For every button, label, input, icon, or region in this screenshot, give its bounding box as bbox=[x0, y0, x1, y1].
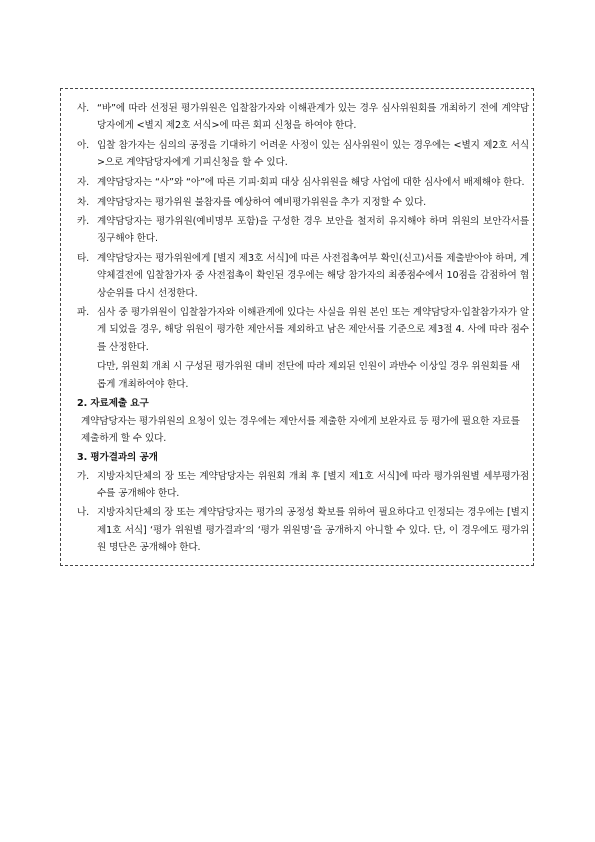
section-2-text: 계약담당자는 평가위원의 요청이 있는 경우에는 제안서를 제출한 자에게 보완자료 등 평가에 필요한 자료를 제출하게 할 수 있다. bbox=[81, 415, 520, 445]
list-item-ga bbox=[77, 468, 529, 502]
section-2-title: 2. 자료제출 요구 bbox=[77, 397, 149, 409]
item-text: 입찰 참가자는 심의의 공정을 기대하기 어려운 사정이 있는 심사위원이 있는 경우에는 <별지 제2호 서식>으로 계약담당자에게 기피신청을 할 수 있다. bbox=[97, 139, 529, 169]
list-item-na bbox=[77, 504, 529, 556]
item-marker: 타. bbox=[77, 253, 90, 265]
item-marker: 차. bbox=[77, 196, 90, 208]
list-item-cha bbox=[77, 194, 529, 211]
item-marker: 나. bbox=[77, 507, 90, 519]
item-marker: 가. bbox=[77, 470, 90, 482]
item-marker: 사. bbox=[77, 103, 90, 114]
item-text: 심사 중 평가위원이 입찰참가자와 이해관계에 있다는 사실을 위원 본인 또는 계약담당자·입찰참가자가 알게 되었을 경우, 해당 위원이 평가한 제안서를 제외하고 남은 제안서를 기준으로 제3절 4. 사에 따라 점수를 산정한다. bbox=[97, 307, 529, 353]
list-item-ta bbox=[77, 250, 529, 302]
item-marker: 파. bbox=[77, 307, 90, 319]
item-text: 지방자치단체의 장 또는 계약담당자는 평가의 공정성 확보를 위하여 필요하다고 인정되는 경우에는 [별지 제1호 서식] ‘평가 위원별 평가결과’의 ‘평가 위원명’을 공개하지 아니할 수 있다. 단, 이 경우에도 평가위원 명단은 공개해야 한다. bbox=[97, 507, 529, 553]
list-item-pa bbox=[77, 304, 529, 356]
item-text: 계약담당자는 평가위원(예비명부 포함)을 구성한 경우 보안을 철저히 유지해야 하며 위원의 보안각서를 징구해야 한다. bbox=[97, 216, 529, 245]
item-marker: 카. bbox=[77, 216, 90, 228]
item-text: “바”에 따라 선정된 평가위원은 입찰참가자와 이해관계가 있는 경우 심사위원회를 개최하기 전에 계약담당자에게 <별지 제2호 서식>에 따른 회피 신청을 하여야 한다. bbox=[97, 103, 529, 132]
list-item-sa bbox=[77, 100, 529, 134]
list-item-a bbox=[77, 137, 529, 171]
item-text: 계약담당자는 “사”와 “아”에 따른 기피·회피 대상 심사위원을 해당 사업에 대한 심사에서 배제해야 한다. bbox=[97, 176, 525, 188]
section-3-title: 3. 평가결과의 공개 bbox=[77, 452, 158, 464]
list-item-ja bbox=[77, 174, 529, 191]
list-item-ka bbox=[77, 213, 529, 247]
item-marker: 아. bbox=[77, 139, 90, 151]
pa-proviso: 다만, 위원회 개최 시 구성된 평가위원 대비 전단에 따라 제외된 인원이 과반수 이상일 경우 위원회를 새롭게 개최하여야 한다. bbox=[97, 361, 521, 390]
item-text: 지방자치단체의 장 또는 계약담당자는 위원회 개최 후 [별지 제1호 서식]에 따라 평가위원별 세부평가점수를 공개해야 한다. bbox=[97, 470, 529, 499]
document-body bbox=[77, 100, 529, 559]
item-marker: 자. bbox=[77, 176, 90, 188]
item-text: 계약담당자는 평가위원 불참자를 예상하여 예비평가위원을 추가 지정할 수 있다. bbox=[97, 196, 427, 208]
item-text: 계약담당자는 평가위원에게 [별지 제3호 서식]에 따른 사전접촉여부 확인(신고)서를 제출받아야 하며, 계약체결전에 입찰참가자 중 사전접촉이 확인된 경우에는 해당 참가자의 최종점수에서 10점을 감점하여 협상순위를 다시 선정한다. bbox=[97, 253, 529, 299]
